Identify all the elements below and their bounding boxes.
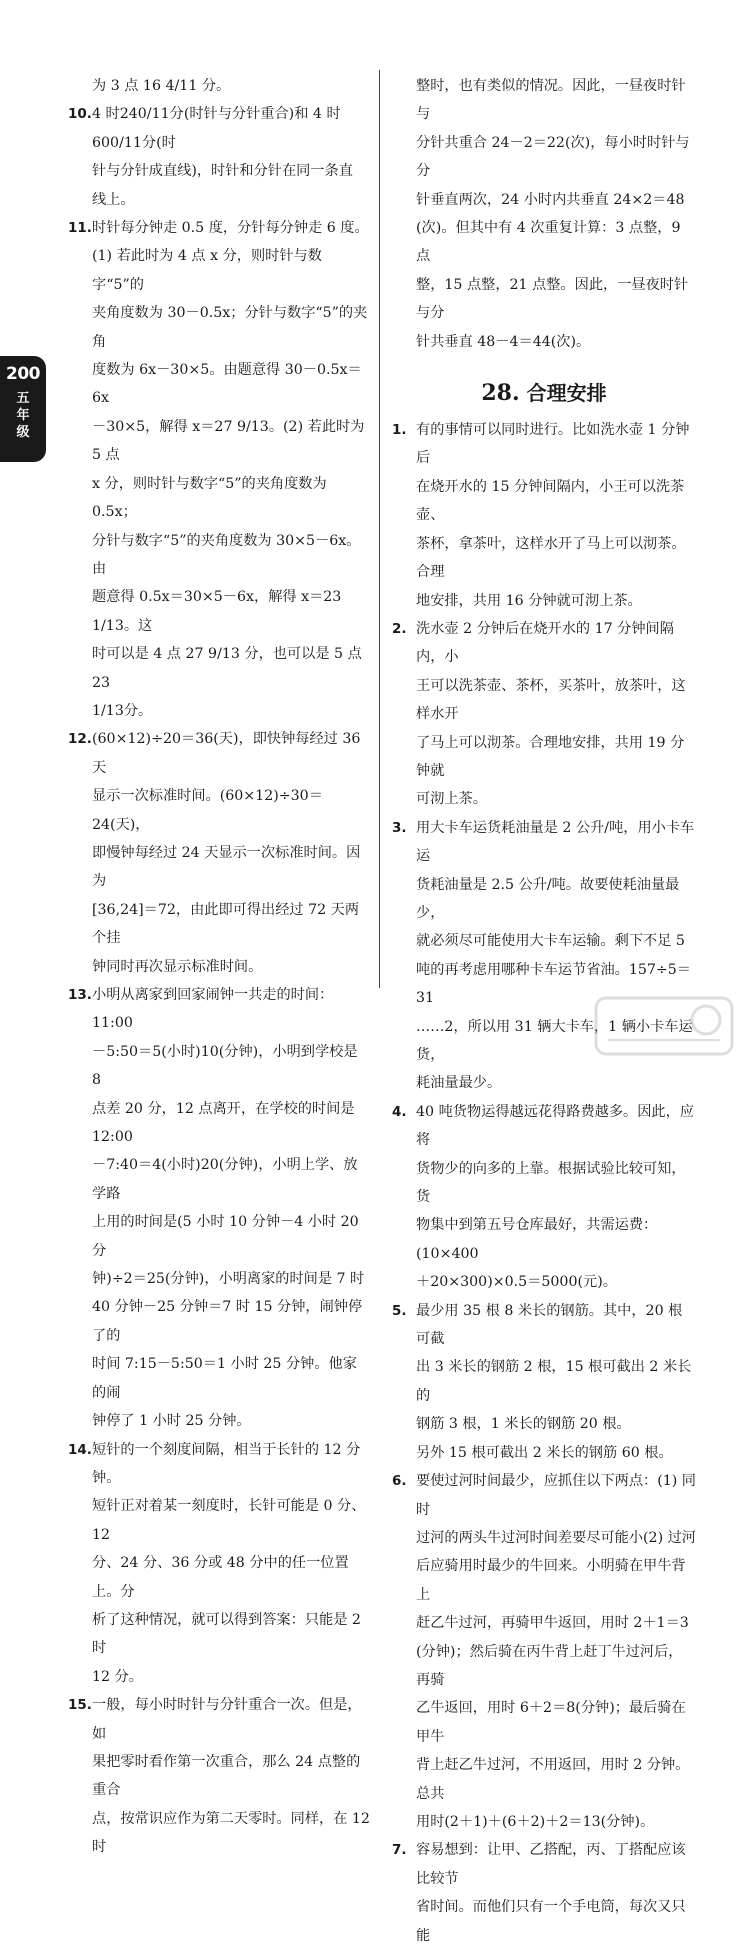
item-line: 王可以洗茶壶、茶杯，买茶叶，放茶叶，这样水开 xyxy=(416,677,686,723)
item-line: 钟)÷2＝25(分钟)，小明离家的时间是 7 时 xyxy=(92,1271,365,1288)
answer-item xyxy=(392,416,696,615)
item-line: 乙牛返回，用时 6＋2＝8(分钟)；最后骑在甲牛 xyxy=(416,1700,686,1745)
item-number: 12. xyxy=(68,731,92,748)
item-line: 短针正对着某一刻度时，长针可能是 0 分、12 xyxy=(92,1498,366,1543)
item-line: 出 3 米长的钢筋 2 根，15 根可截出 2 米长的 xyxy=(416,1359,692,1404)
item-line: 短针的一个刻度间隔，相当于长针的 12 分钟。 xyxy=(92,1441,361,1486)
item-line: 在烧开水的 15 分钟间隔内，小王可以洗茶壶、 xyxy=(416,478,685,524)
item-line: 地安排，共用 16 分钟就可沏上茶。 xyxy=(416,592,642,609)
item-line: 省时间。而他们只有一个手电筒，每次又只能 xyxy=(416,1899,686,1944)
item-number: 5. xyxy=(392,1302,407,1319)
item-line: 上用的时间是(5 小时 10 分钟－4 小时 20 分 xyxy=(92,1214,359,1259)
section-title: 合理安排 xyxy=(526,381,607,406)
item-line: 时间 7:15－5:50＝1 小时 25 分钟。他家的闹 xyxy=(92,1356,357,1401)
answer-item xyxy=(392,615,696,814)
item-number: 2. xyxy=(392,620,407,637)
answer-item xyxy=(392,1836,696,1950)
answer-item xyxy=(68,1691,370,1861)
item-line: 时可以是 4 点 27 9/13 分，也可以是 5 点 23 xyxy=(92,646,362,691)
answer-item xyxy=(392,1467,696,1836)
item-line: 针与分针成直线)，时针和分针在同一条直 xyxy=(92,163,353,180)
item-line: 了马上可以沏茶。合理地安排，共用 19 分钟就 xyxy=(416,734,685,779)
continuation-line: 整，15 点整，21 点整。因此，一昼夜时针与分 xyxy=(416,276,689,322)
item-number: 11. xyxy=(68,220,92,237)
item-line: ＋20×300)×0.5＝5000(元)。 xyxy=(416,1274,617,1291)
column-divider xyxy=(379,70,380,988)
item-line: 过河的两头牛过河时间差要尽可能小(2) 过河 xyxy=(416,1529,696,1546)
item-number: 3. xyxy=(392,819,407,836)
item-line: －30×5，解得 x＝27 9/13。(2) 若此时为 5 点 xyxy=(92,418,365,464)
item-line: 1/13分。 xyxy=(92,702,153,719)
item-line: －5:50＝5(小时)10(分钟)，小明到学校是 8 xyxy=(92,1043,358,1089)
item-line: 题意得 0.5x＝30×5－6x，解得 x＝23 1/13。这 xyxy=(92,589,342,634)
item-line: 点，按常识应作为第二天零时。同样，在 12 时 xyxy=(92,1810,370,1856)
item-line: ……2，所以用 31 辆大卡车，1 辆小卡车运货， xyxy=(416,1018,693,1063)
item-line: 即慢钟每经过 24 天显示一次标准时间。因为 xyxy=(92,844,361,890)
watermark-logo xyxy=(594,996,734,1056)
item-line: (60×12)÷20＝36(天)，即快钟每经过 36 天 xyxy=(92,731,361,776)
grade-label xyxy=(0,390,46,441)
item-line: 40 分钟－25 分钟＝7 时 15 分钟，闹钟停了的 xyxy=(92,1299,363,1344)
answer-item xyxy=(68,725,370,981)
continuation-line: (次)。但其中有 4 次重复计算：3 点整，9 点 xyxy=(416,220,681,265)
item-line: (分钟)；然后骑在丙牛背上赶丁牛过河后，再骑 xyxy=(416,1643,683,1688)
watermark-icon xyxy=(594,996,734,1056)
item-line: 分针与数字“5”的夹角度数为 30×5－6x。由 xyxy=(92,532,361,577)
item-number: 10. xyxy=(68,106,92,123)
section-heading xyxy=(392,376,696,410)
item-line: 另外 15 根可截出 2 米长的钢筋 60 根。 xyxy=(416,1444,673,1461)
item-line: (1) 若此时为 4 点 x 分，则时针与数字“5”的 xyxy=(92,248,322,293)
item-line: 40 吨货物运得越远花得路费越多。因此，应将 xyxy=(416,1103,694,1149)
item-line: 小明从离家到回家闹钟一共走的时间：11:00 xyxy=(92,987,334,1032)
item-number: 4. xyxy=(392,1103,407,1120)
item-line: 果把零时看作第一次重合，那么 24 点整的重合 xyxy=(92,1753,361,1799)
item-number: 6. xyxy=(392,1473,407,1490)
grade-char-2: 年 xyxy=(16,408,30,423)
item-line: 点差 20 分，12 点离开，在学校的时间是 12:00 xyxy=(92,1100,355,1146)
item-line: 就必须尽可能使用大卡车运输。剩下不足 5 xyxy=(416,933,685,950)
item-line: 4 时240/11分(时针与分针重合)和 4 时600/11分(时 xyxy=(92,106,341,151)
item-line: 背上赶乙牛过河，不用返回，用时 2 分钟。总共 xyxy=(416,1757,690,1802)
item-line: 用大卡车运货耗油量是 2 公升/吨，用小卡车运 xyxy=(416,819,695,865)
left-lead: 为 3 点 16 4/11 分。 xyxy=(92,78,231,94)
answer-item xyxy=(392,1098,696,1297)
page-tab xyxy=(0,356,46,462)
continuation-line: 整时，也有类似的情况。因此，一昼夜时针与 xyxy=(416,78,686,123)
right-continuation xyxy=(392,72,696,356)
continuation-line: 针共垂直 48－4＝44(次)。 xyxy=(416,333,591,350)
left-answer-list xyxy=(68,100,370,1861)
item-number: 1. xyxy=(392,422,407,439)
item-line: [36,24]＝72，由此即可得出经过 72 天两个挂 xyxy=(92,901,360,947)
item-line: 夹角度数为 30－0.5x；分针与数字“5”的夹角 xyxy=(92,305,368,350)
item-line: 货耗油量是 2.5 公升/吨。故要使耗油量最少， xyxy=(416,876,680,921)
item-number: 7. xyxy=(392,1842,407,1859)
item-line: 后应骑用时最少的牛回来。小明骑在甲牛背上 xyxy=(416,1558,686,1603)
item-line: 析了这种情况，就可以得到答案：只能是 2 时 xyxy=(92,1611,361,1657)
item-line: 钟停了 1 小时 25 分钟。 xyxy=(92,1413,251,1430)
item-line: 货物少的向多的上靠。根据试验比较可知，货 xyxy=(416,1160,686,1206)
item-line: 可沏上茶。 xyxy=(416,791,487,808)
item-line: 12 分。 xyxy=(92,1668,143,1685)
item-line: 洗水壶 2 分钟后在烧开水的 17 分钟间隔内，小 xyxy=(416,620,674,666)
continuation-line: 分针共重合 24－2＝22(次)，每小时时针与分 xyxy=(416,134,690,180)
item-line: 时针每分钟走 0.5 度，分针每分钟走 6 度。 xyxy=(92,220,369,237)
item-number: 15. xyxy=(68,1697,92,1714)
page-number: 200 xyxy=(6,364,40,384)
answer-item xyxy=(68,1436,370,1692)
item-line: 分、24 分、36 分或 48 分中的任一位置上。分 xyxy=(92,1555,349,1600)
item-line: 赶乙牛过河，再骑甲牛返回，用时 2＋1＝3 xyxy=(416,1615,689,1632)
item-line: 容易想到：让甲、乙搭配，丙、丁搭配应该比较节 xyxy=(416,1842,686,1887)
item-line: 钟同时再次显示标准时间。 xyxy=(92,958,263,975)
answer-item xyxy=(68,981,370,1436)
item-line: 要使过河时间最少，应抓住以下两点：(1) 同时 xyxy=(416,1473,696,1518)
item-line: 显示一次标准时间。(60×12)÷30＝24(天)， xyxy=(92,788,323,833)
left-column xyxy=(68,72,370,1862)
item-line: 物集中到第五号仓库最好，共需运费：(10×400 xyxy=(416,1217,658,1262)
item-line: 耗油量最少。 xyxy=(416,1075,502,1092)
item-number: 14. xyxy=(68,1441,92,1458)
continuation-line: 针垂直两次，24 小时内共垂直 24×2＝48 xyxy=(416,191,685,208)
item-line: 有的事情可以同时进行。比如洗水壶 1 分钟后 xyxy=(416,422,690,467)
item-line: x 分，则时针与数字“5”的夹角度数为 0.5x； xyxy=(92,475,327,521)
grade-char-3: 级 xyxy=(16,425,30,440)
answer-item xyxy=(68,214,370,725)
grade-char-1: 五 xyxy=(16,391,30,406)
item-line: 一般，每小时时针与分针重合一次。但是，如 xyxy=(92,1697,362,1742)
item-line: 用时(2＋1)＋(6＋2)＋2＝13(分钟)。 xyxy=(416,1813,655,1830)
right-answer-list xyxy=(392,416,696,1950)
answer-item xyxy=(392,1297,696,1467)
item-line: 最少用 35 根 8 米长的钢筋。其中，20 根可截 xyxy=(416,1302,683,1348)
item-number: 13. xyxy=(68,987,92,1003)
item-line: 钢筋 3 根，1 米长的钢筋 20 根。 xyxy=(416,1416,631,1433)
item-line: 度数为 6x－30×5。由题意得 30－0.5x＝6x xyxy=(92,362,362,407)
item-line: 吨的再考虑用哪种卡车运节省油。157÷5＝31 xyxy=(416,961,691,1007)
item-line: 线上。 xyxy=(92,191,135,208)
item-line: －7:40＝4(小时)20(分钟)，小明上学、放学路 xyxy=(92,1157,358,1202)
section-number: 28. xyxy=(481,380,520,407)
answer-item xyxy=(68,100,370,214)
item-line: 茶杯，拿茶叶，这样水开了马上可以沏茶。合理 xyxy=(416,535,686,581)
